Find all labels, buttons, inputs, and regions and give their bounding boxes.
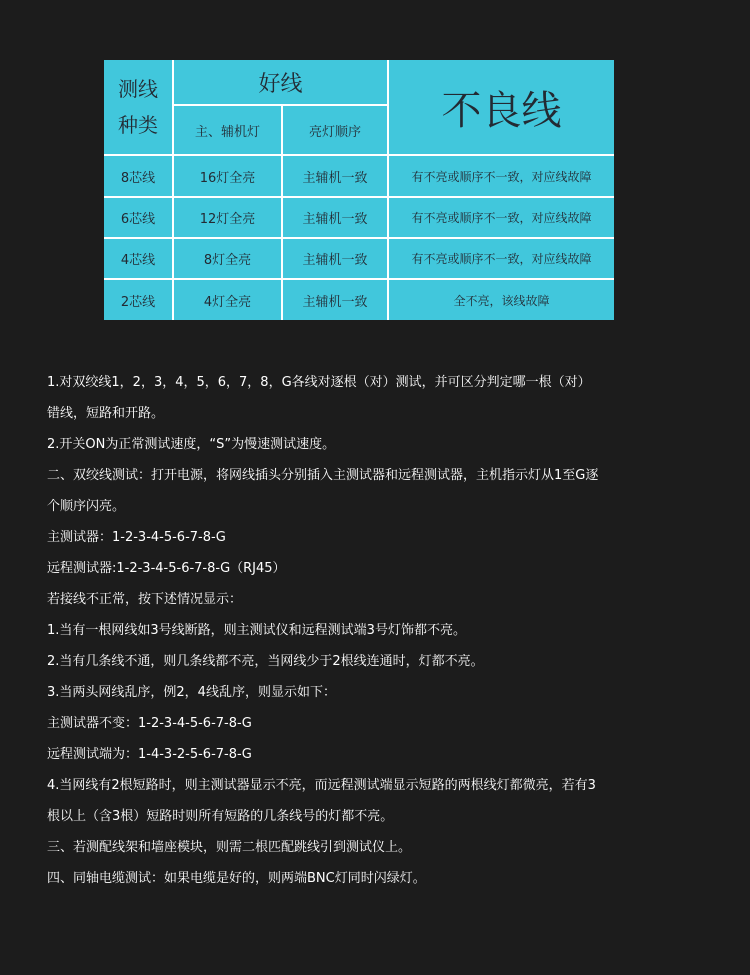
text-line-9: 1.当有一根网线如3号线断路，则主测试仪和远程测试端3号灯饰都不亮。	[47, 623, 466, 638]
header-bad-cable: 不良线	[389, 60, 614, 154]
text-line-4: 二、双绞线测试：打开电源，将网线插头分别插入主测试器和远程测试器，主机指示灯从1至G逐	[47, 468, 599, 483]
row-2-lights: 12灯全亮	[174, 198, 281, 237]
header-main-aux-lights: 主、辅机灯	[174, 106, 281, 154]
text-line-3: 2.开关ON为正常测试速度，“S”为慢速测试速度。	[47, 437, 336, 452]
text-line-8: 若接线不正常，按下述情况显示：	[47, 592, 243, 607]
header-cable-type	[104, 60, 172, 154]
text-line-15: 根以上（含3根）短路时则所有短路的几条线号的灯都不亮。	[47, 809, 394, 824]
row-1-order: 主辅机一致	[283, 156, 387, 196]
header-light-order: 亮灯顺序	[283, 106, 387, 154]
row-3-fault: 有不亮或顺序不一致，对应线故障	[389, 239, 614, 278]
text-line-17: 四、同轴电缆测试：如果电缆是好的，则两端BNC灯同时闪绿灯。	[47, 871, 426, 886]
text-line-13: 远程测试端为：1-4-3-2-5-6-7-8-G	[47, 747, 252, 762]
text-line-10: 2.当有几条线不通，则几条线都不亮，当网线少于2根线连通时，灯都不亮。	[47, 654, 484, 669]
row-3-order: 主辅机一致	[283, 239, 387, 278]
row-4-order: 主辅机一致	[283, 280, 387, 320]
row-4-cable-type: 2芯线	[104, 280, 172, 320]
row-2-cable-type: 6芯线	[104, 198, 172, 237]
text-line-14: 4.当网线有2根短路时，则主测试器显示不亮，而远程测试端显示短路的两根线灯都微亮，若有3	[47, 778, 596, 793]
text-line-12: 主测试器不变：1-2-3-4-5-6-7-8-G	[47, 716, 252, 731]
cable-test-table	[104, 60, 614, 320]
row-3-lights: 8灯全亮	[174, 239, 281, 278]
text-line-5: 个顺序闪亮。	[47, 499, 126, 514]
row-4-fault: 全不亮，该线故障	[389, 280, 614, 320]
row-1-fault: 有不亮或顺序不一致，对应线故障	[389, 156, 614, 196]
row-4-lights: 4灯全亮	[174, 280, 281, 320]
text-line-11: 3.当两头网线乱序，例2，4线乱序，则显示如下：	[47, 685, 336, 700]
row-2-order: 主辅机一致	[283, 198, 387, 237]
row-3-cable-type: 4芯线	[104, 239, 172, 278]
header-cable-type-line2: 种类	[118, 113, 158, 137]
text-line-6: 主测试器：1-2-3-4-5-6-7-8-G	[47, 530, 226, 545]
text-line-7: 远程测试器:1-2-3-4-5-6-7-8-G（RJ45）	[47, 561, 286, 576]
text-line-1: 1.对双绞线1，2，3，4，5，6，7，8，G各线对逐根（对）测试，并可区分判定哪一根（对）	[47, 375, 591, 390]
row-2-fault: 有不亮或顺序不一致，对应线故障	[389, 198, 614, 237]
instructions-text	[47, 367, 707, 894]
header-cable-type-line1: 测线	[118, 77, 158, 101]
text-line-16: 三、若测配线架和墙座模块，则需二根匹配跳线引到测试仪上。	[47, 840, 412, 855]
row-1-lights: 16灯全亮	[174, 156, 281, 196]
row-1-cable-type: 8芯线	[104, 156, 172, 196]
header-good-cable: 好线	[174, 60, 387, 104]
text-line-2: 错线，短路和开路。	[47, 406, 165, 421]
